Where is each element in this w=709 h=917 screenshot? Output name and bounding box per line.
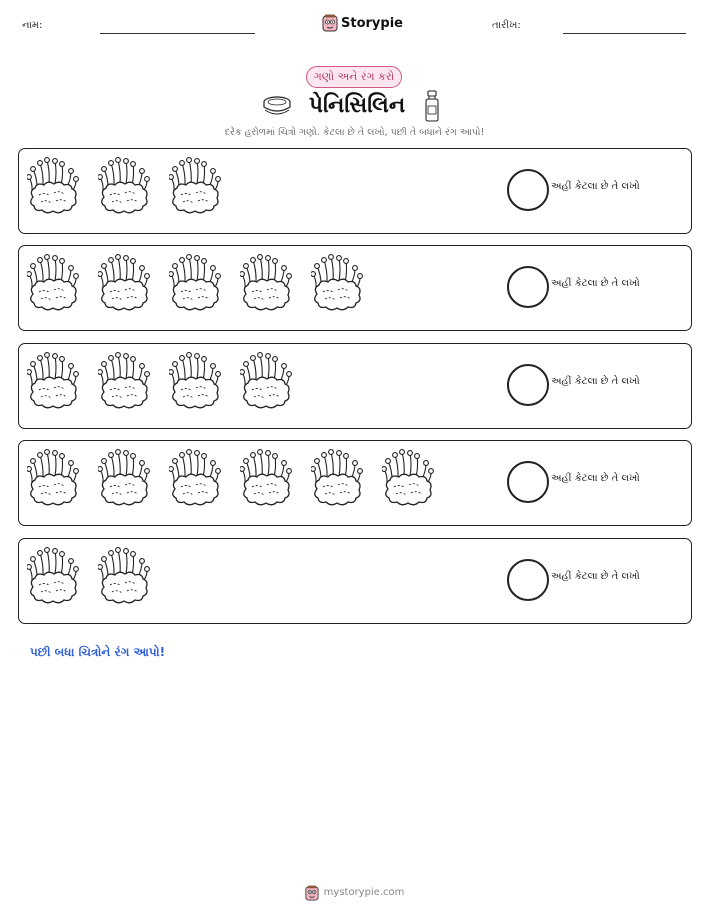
answer-circle[interactable] (507, 266, 549, 308)
answer-label: અહીં કેટલા છે તે લખો (551, 181, 640, 192)
bacteria-colony-icon (311, 254, 363, 314)
bacteria-colony-icon (169, 254, 221, 314)
germ-picture[interactable] (311, 449, 363, 509)
brand-name: Storypie (341, 15, 403, 31)
name-label: નામ: (22, 20, 43, 31)
bacteria-colony-icon (169, 352, 221, 412)
germ-picture[interactable] (27, 547, 79, 607)
answer-circle[interactable] (507, 169, 549, 211)
counting-row-3 (18, 343, 692, 429)
worksheet-title: પેનિસિલિન (308, 93, 406, 118)
bacteria-colony-icon (240, 254, 292, 314)
bacteria-colony-icon (27, 254, 79, 314)
germ-picture[interactable] (98, 352, 150, 412)
date-line[interactable] (563, 33, 686, 34)
bacteria-colony-icon (98, 157, 150, 217)
answer-label: અહીં કેટલા છે તે લખો (551, 278, 640, 289)
answer-circle[interactable] (507, 364, 549, 406)
germ-picture[interactable] (169, 157, 221, 217)
medicine-vial-icon (422, 90, 442, 122)
germ-picture[interactable] (240, 449, 292, 509)
bacteria-colony-icon (27, 547, 79, 607)
answer-label: અહીં કેટલા છે તે લખો (551, 571, 640, 582)
germ-picture[interactable] (27, 157, 79, 217)
counting-row-1 (18, 148, 692, 234)
site-footer (0, 882, 709, 901)
germ-picture[interactable] (240, 352, 292, 412)
answer-circle[interactable] (507, 461, 549, 503)
site-url[interactable]: mystorypie.com (323, 887, 405, 898)
bacteria-colony-icon (169, 157, 221, 217)
bacteria-colony-icon (98, 254, 150, 314)
germ-picture[interactable] (311, 254, 363, 314)
bacteria-colony-icon (27, 352, 79, 412)
germ-picture[interactable] (98, 449, 150, 509)
bacteria-colony-icon (27, 157, 79, 217)
bacteria-colony-icon (240, 449, 292, 509)
germ-picture[interactable] (98, 254, 150, 314)
date-label: તારીખ: (492, 20, 521, 31)
footer-note: પછી બધા ચિત્રોને રંગ આપો! (30, 645, 166, 659)
germ-picture[interactable] (98, 547, 150, 607)
petri-dish-icon (262, 93, 292, 119)
germ-picture[interactable] (27, 254, 79, 314)
germ-picture[interactable] (27, 352, 79, 412)
name-line[interactable] (100, 33, 255, 34)
germ-picture[interactable] (27, 449, 79, 509)
counting-row-5 (18, 538, 692, 624)
counting-row-4 (18, 440, 692, 526)
germ-picture[interactable] (169, 449, 221, 509)
bacteria-colony-icon (240, 352, 292, 412)
instructions: દરેક હરોળમાં ચિત્રો ગણો. કેટલા છે તે લખો, પછી તે બધાને રંગ આપો! (224, 127, 485, 138)
bacteria-colony-icon (27, 449, 79, 509)
counting-row-2 (18, 245, 692, 331)
germ-picture[interactable] (169, 352, 221, 412)
germ-picture[interactable] (98, 157, 150, 217)
bacteria-colony-icon (169, 449, 221, 509)
storypie-mascot-icon (322, 14, 338, 32)
germ-picture[interactable] (240, 254, 292, 314)
storypie-mascot-icon (305, 885, 319, 901)
answer-label: અહીં કેટલા છે તે લખો (551, 376, 640, 387)
bacteria-colony-icon (98, 449, 150, 509)
activity-badge: ગણો અને રંગ કરો (306, 66, 402, 88)
bacteria-colony-icon (311, 449, 363, 509)
bacteria-colony-icon (98, 547, 150, 607)
bacteria-colony-icon (382, 449, 434, 509)
germ-picture[interactable] (169, 254, 221, 314)
answer-circle[interactable] (507, 559, 549, 601)
brand-logo (322, 13, 403, 33)
germ-picture[interactable] (382, 449, 434, 509)
answer-label: અહીં કેટલા છે તે લખો (551, 473, 640, 484)
bacteria-colony-icon (98, 352, 150, 412)
